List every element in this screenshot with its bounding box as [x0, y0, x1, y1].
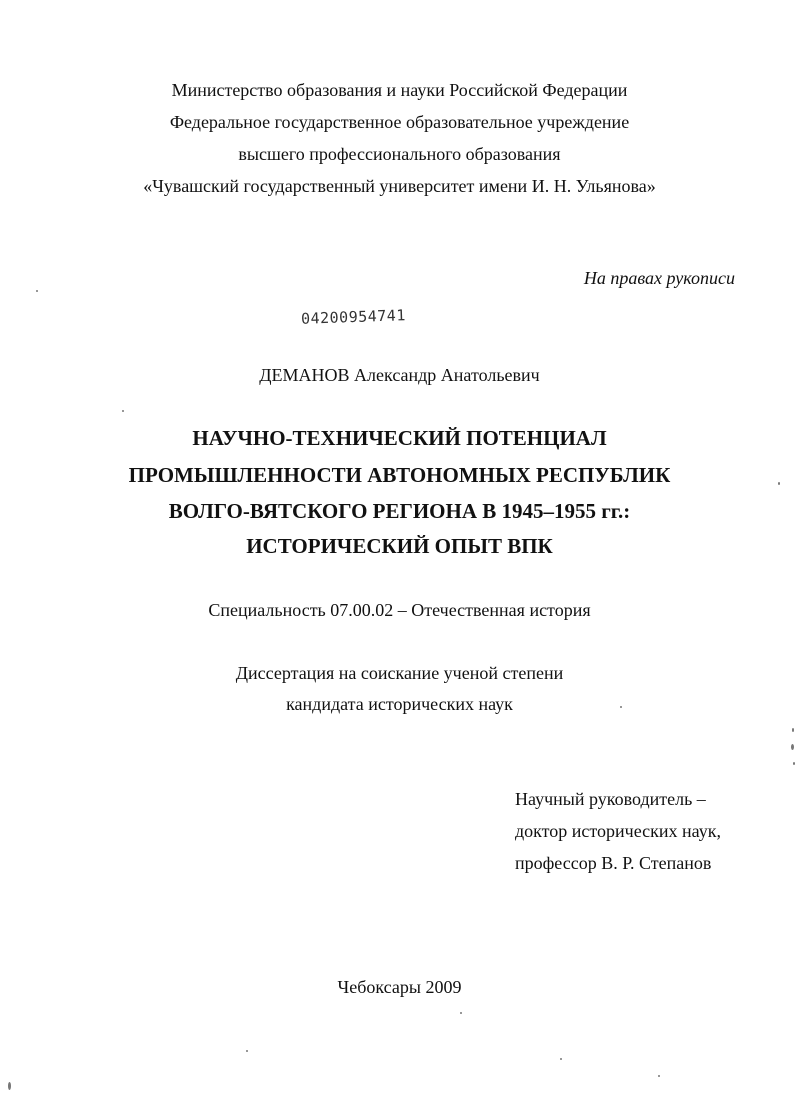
specialty-line: Специальность 07.00.02 – Отечественная история	[208, 600, 591, 620]
scan-speck	[460, 1012, 462, 1014]
author-name: ДЕМАНОВ Александр Анатольевич	[259, 365, 540, 385]
scan-speck	[620, 706, 622, 708]
education-level-line: высшего профессионального образования	[238, 144, 561, 164]
catalog-number-stamp: 04200954741	[300, 306, 407, 328]
manuscript-note: На правах рукописи	[583, 268, 735, 288]
scan-speck	[36, 290, 38, 292]
scan-speck	[793, 762, 795, 765]
scan-speck	[8, 1082, 11, 1090]
degree-line: кандидата исторических наук	[286, 694, 513, 714]
supervisor-degree: доктор исторических наук,	[515, 821, 721, 841]
degree-line: Диссертация на соискание ученой степени	[235, 663, 564, 683]
title-line: НАУЧНО-ТЕХНИЧЕСКИЙ ПОТЕНЦИАЛ	[192, 426, 607, 450]
title-line: ВОЛГО-ВЯТСКОГО РЕГИОНА В 1945–1955 гг.:	[168, 499, 631, 523]
scan-speck	[778, 482, 780, 485]
title-line: ИСТОРИЧЕСКИЙ ОПЫТ ВПК	[246, 534, 553, 558]
scan-speck	[560, 1058, 562, 1060]
scan-speck	[122, 410, 124, 412]
ministry-line: Министерство образования и науки Российской Федерации	[171, 80, 628, 100]
scan-speck	[246, 1050, 248, 1052]
scan-speck	[792, 728, 794, 732]
university-name-line: «Чувашский государственный университет имени И. Н. Ульянова»	[143, 176, 656, 196]
supervisor-role: Научный руководитель –	[515, 789, 706, 809]
scan-speck	[791, 744, 794, 750]
supervisor-name: профессор В. Р. Степанов	[515, 853, 712, 873]
city-year: Чебоксары 2009	[337, 977, 462, 997]
institution-line: Федеральное государственное образовательное учреждение	[169, 112, 630, 132]
title-line: ПРОМЫШЛЕННОСТИ АВТОНОМНЫХ РЕСПУБЛИК	[128, 463, 671, 487]
scan-speck	[658, 1075, 660, 1077]
